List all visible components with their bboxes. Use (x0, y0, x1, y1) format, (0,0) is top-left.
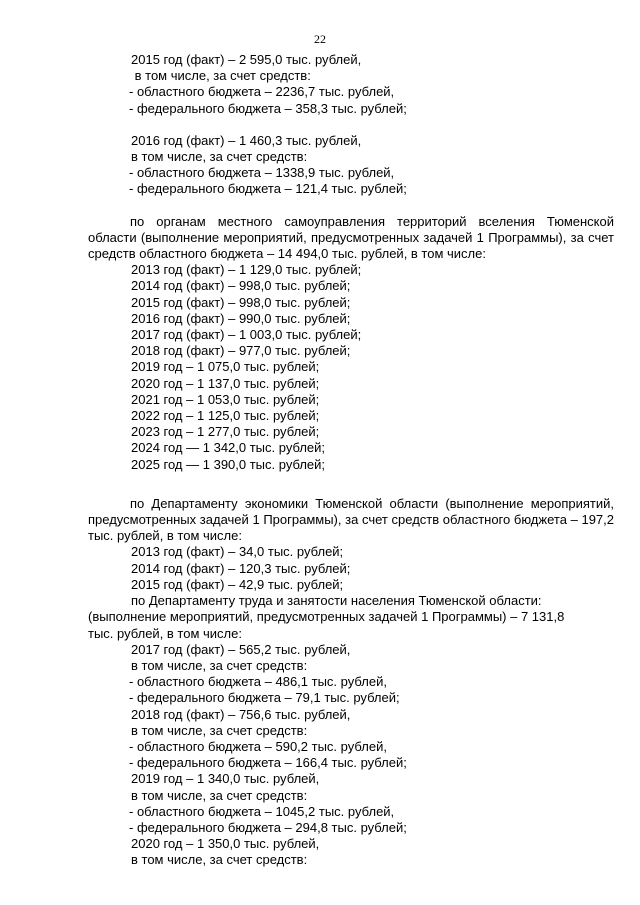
line-2016-total: 2016 год (факт) – 1 460,3 тыс. рублей, (131, 132, 362, 148)
labor-2018-regional: - областного бюджета – 590,2 тыс. рублей, (129, 738, 387, 754)
municipal-year-2020: 2020 год – 1 137,0 тыс. рублей; (131, 375, 320, 391)
municipal-year-2023: 2023 год – 1 277,0 тыс. рублей; (131, 424, 320, 440)
municipal-year-2024: 2024 год — 1 342,0 тыс. рублей; (131, 440, 326, 456)
paragraph-labor-line-2: (выполнение мероприятий, предусмотренных задачей 1 Программы) – 7 131,8 (88, 609, 565, 625)
labor-2018-total: 2018 год (факт) – 756,6 тыс. рублей, (131, 706, 351, 722)
paragraph-economy: по Департаменту экономики Тюменской области (выполнение мероприятий, предусмотренных задачей 1 Программы), за счет средств областного бюджета – 197,2 тыс. рублей, в том числе: (88, 495, 614, 544)
labor-2020-incl: в том числе, за счет средств: (131, 852, 308, 868)
line-2016-regional: - областного бюджета – 1338,9 тыс. рублей, (129, 165, 395, 181)
labor-2017-federal: - федерального бюджета – 79,1 тыс. рублей; (129, 690, 400, 706)
labor-2020-total: 2020 год – 1 350,0 тыс. рублей, (131, 836, 320, 852)
labor-2017-total: 2017 год (факт) – 565,2 тыс. рублей, (131, 641, 351, 657)
document-body (88, 52, 614, 869)
economy-year-2015: 2015 год (факт) – 42,9 тыс. рублей; (131, 576, 344, 592)
municipal-year-2016: 2016 год (факт) – 990,0 тыс. рублей; (131, 310, 351, 326)
municipal-year-2014: 2014 год (факт) – 998,0 тыс. рублей; (131, 278, 351, 294)
municipal-year-2021: 2021 год – 1 053,0 тыс. рублей; (131, 391, 320, 407)
municipal-year-2025: 2025 год — 1 390,0 тыс. рублей; (131, 456, 326, 472)
line-2016-federal: - федерального бюджета – 121,4 тыс. рублей; (129, 181, 407, 197)
labor-2019-federal: - федерального бюджета – 294,8 тыс. рублей; (129, 819, 407, 835)
paragraph-labor-line-1: по Департаменту труда и занятости населения Тюменской области: (131, 593, 542, 609)
line-2015-regional: - областного бюджета – 2236,7 тыс. рублей, (129, 84, 395, 100)
line-2015-federal: - федерального бюджета – 358,3 тыс. рублей; (129, 100, 407, 116)
municipal-year-2018: 2018 год (факт) – 977,0 тыс. рублей; (131, 343, 351, 359)
line-2015-incl: в том числе, за счет средств: (131, 68, 311, 84)
municipal-year-2022: 2022 год – 1 125,0 тыс. рублей; (131, 408, 320, 424)
labor-2019-total: 2019 год – 1 340,0 тыс. рублей, (131, 771, 320, 787)
labor-2018-incl: в том числе, за счет средств: (131, 722, 308, 738)
labor-2017-incl: в том числе, за счет средств: (131, 657, 308, 673)
economy-year-2014: 2014 год (факт) – 120,3 тыс. рублей; (131, 560, 351, 576)
labor-2018-federal: - федерального бюджета – 166,4 тыс. рублей; (129, 755, 407, 771)
economy-year-2013: 2013 год (факт) – 34,0 тыс. рублей; (131, 544, 344, 560)
page-number: 22 (314, 32, 326, 46)
municipal-year-2017: 2017 год (факт) – 1 003,0 тыс. рублей; (131, 327, 362, 343)
line-2016-incl: в том числе, за счет средств: (131, 149, 308, 165)
municipal-year-2013: 2013 год (факт) – 1 129,0 тыс. рублей; (131, 262, 362, 278)
paragraph-labor-line-3: тыс. рублей, в том числе: (88, 625, 242, 641)
labor-2019-regional: - областного бюджета – 1045,2 тыс. рублей, (129, 803, 395, 819)
paragraph-municipal: по органам местного самоуправления территорий вселения Тюменской области (выполнение мероприятий, предусмотренных задачей 1 Программы), за счет средств областного бюджета – 14 494,0 тыс. рублей, в том числе: (88, 213, 614, 262)
line-2015-total: 2015 год (факт) – 2 595,0 тыс. рублей, (131, 52, 362, 67)
municipal-year-2019: 2019 год – 1 075,0 тыс. рублей; (131, 359, 320, 375)
labor-2019-incl: в том числе, за счет средств: (131, 787, 308, 803)
labor-2017-regional: - областного бюджета – 486,1 тыс. рублей, (129, 674, 387, 690)
municipal-year-2015: 2015 год (факт) – 998,0 тыс. рублей; (131, 294, 351, 310)
